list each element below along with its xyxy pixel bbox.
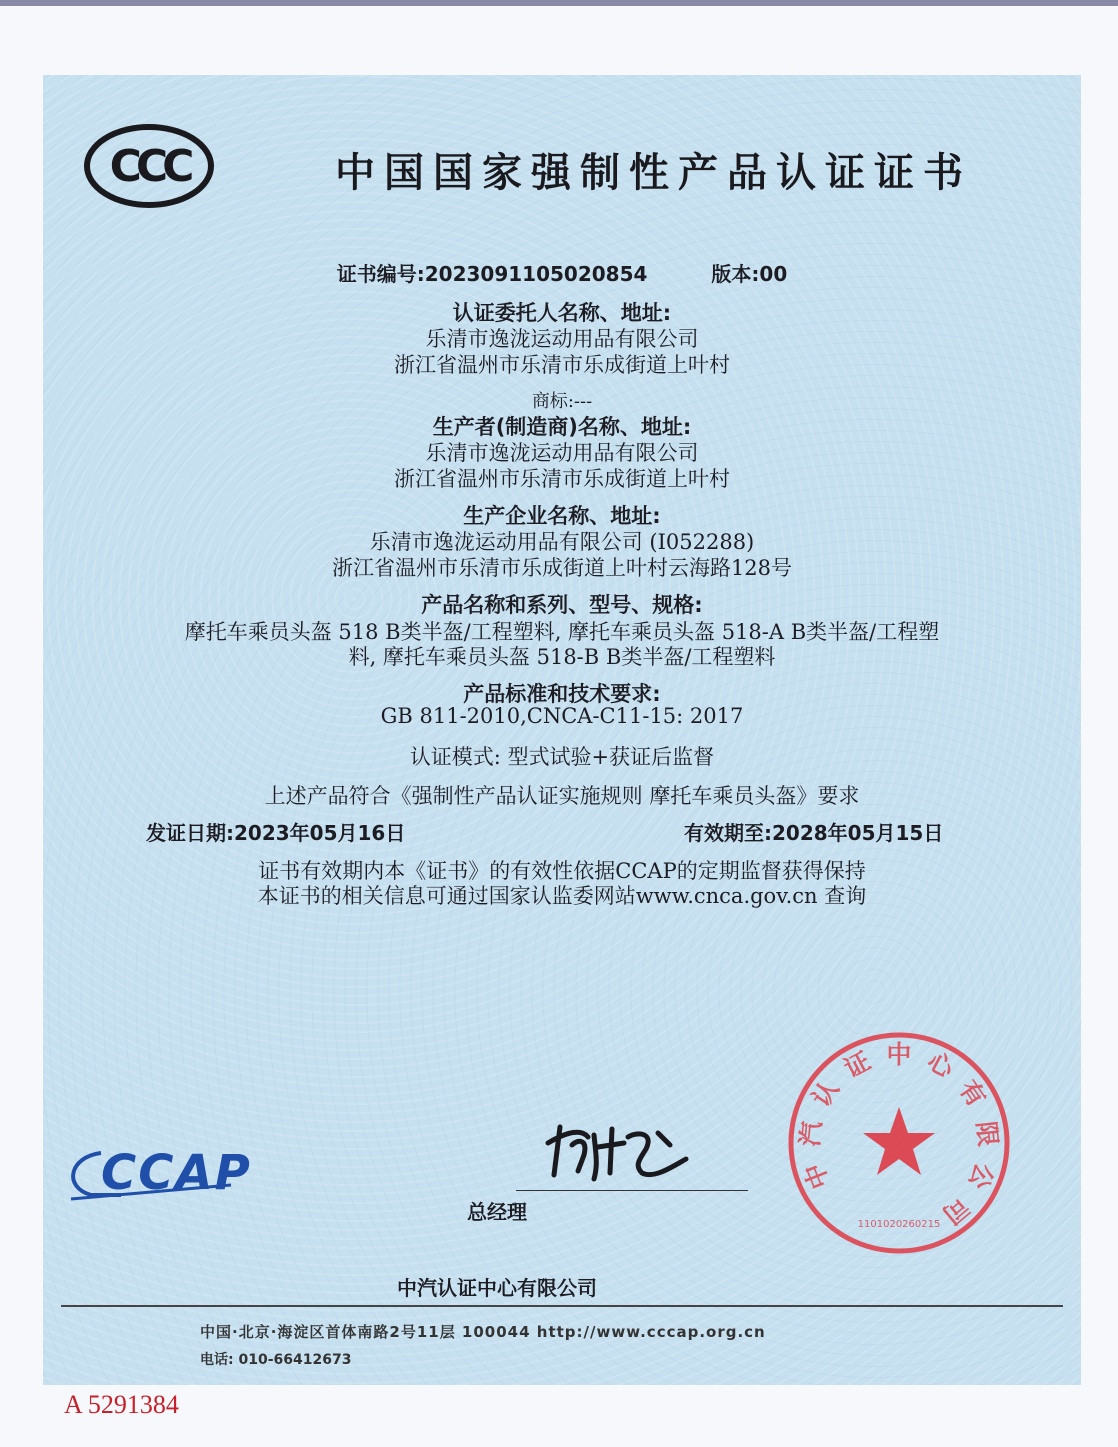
query-note: 本证书的相关信息可通过国家认监委网站www.cnca.gov.cn 查询 — [257, 884, 867, 908]
svg-text:限: 限 — [971, 1119, 1003, 1148]
page-title: 中国国家强制性产品认证证书 — [335, 150, 972, 196]
version-label: 版本: — [711, 262, 760, 286]
standard-value: GB 811-2010,CNCA-C11-15: 2017 — [380, 704, 744, 728]
svg-text:证: 证 — [839, 1046, 876, 1084]
signature-icon — [538, 1115, 708, 1187]
certification-mode: 认证模式: 型式试验+获证后监督 — [409, 745, 715, 769]
svg-text:有: 有 — [953, 1075, 992, 1112]
standard-heading: 产品标准和技术要求: — [463, 682, 661, 706]
ccc-logo-text: CCC — [109, 141, 189, 192]
signature-line — [516, 1190, 748, 1191]
applicant-heading: 认证委托人名称、地址: — [452, 301, 672, 325]
expiry-date-row — [684, 817, 943, 846]
svg-text:汽: 汽 — [795, 1119, 827, 1148]
expiry-date: 2028年05月15日 — [772, 821, 944, 845]
applicant-address: 浙江省温州市乐清市乐成街道上叶村 — [394, 353, 730, 377]
conformity-statement: 上述产品符合《强制性产品认证实施规则 摩托车乘员头盔》要求 — [264, 784, 860, 808]
issuer-address: 中国·北京·海淀区首体南路2号11层 100044 http://www.cccap.org.cn — [200, 1323, 766, 1341]
cert-number: 2023091105020854 — [424, 262, 648, 286]
svg-text:中: 中 — [886, 1040, 912, 1069]
top-border — [0, 0, 1118, 6]
applicant-name: 乐清市逸泷运动用品有限公司 — [425, 327, 699, 351]
cert-number-row — [43, 258, 1081, 287]
factory-address: 浙江省温州市乐清市乐成街道上叶村云海路128号 — [331, 556, 793, 580]
manufacturer-heading: 生产者(制造商)名称、地址: — [432, 415, 692, 439]
cert-number-label: 证书编号: — [336, 262, 425, 286]
product-line-2: 料, 摩托车乘员头盔 518-B B类半盔/工程塑料 — [348, 645, 776, 669]
certificate-sheet — [43, 75, 1081, 1385]
serial-number: A 5291384 — [64, 1390, 179, 1419]
issuer-phone: 电话: 010-66412673 — [200, 1352, 352, 1368]
issue-date-label: 发证日期: — [146, 821, 234, 845]
signatory-role: 总经理 — [467, 1200, 527, 1224]
version-value: 00 — [759, 262, 788, 286]
factory-heading: 生产企业名称、地址: — [463, 504, 661, 528]
validity-note: 证书有效期内本《证书》的有效性依据CCAP的定期监督获得保持 — [258, 859, 866, 883]
product-heading: 产品名称和系列、型号、规格: — [421, 593, 703, 617]
manufacturer-name: 乐清市逸泷运动用品有限公司 — [425, 441, 699, 465]
ccap-logo-text: CCAP — [101, 1145, 252, 1201]
product-line-1: 摩托车乘员头盔 518 B类半盔/工程塑料, 摩托车乘员头盔 518-A B类半盔/工程塑 — [184, 620, 940, 644]
manufacturer-address: 浙江省温州市乐清市乐成街道上叶村 — [394, 467, 730, 491]
footer-divider — [61, 1305, 1063, 1307]
trademark: 商标:--- — [531, 391, 593, 412]
svg-text:公: 公 — [962, 1159, 1000, 1194]
expiry-date-label: 有效期至: — [684, 821, 772, 845]
svg-text:司: 司 — [936, 1191, 975, 1230]
issue-date: 2023年05月16日 — [234, 821, 406, 845]
issuer-name: 中汽认证中心有限公司 — [397, 1276, 597, 1300]
svg-text:心: 心 — [922, 1046, 959, 1084]
official-seal-icon — [781, 1025, 1017, 1261]
svg-text:认: 认 — [806, 1075, 845, 1112]
factory-name: 乐清市逸泷运动用品有限公司 (I052288) — [369, 530, 755, 554]
ccc-logo-icon — [83, 123, 215, 209]
seal-code: 1101020260215 — [857, 1219, 941, 1230]
issue-date-row — [146, 817, 405, 846]
svg-text:中: 中 — [798, 1159, 836, 1194]
